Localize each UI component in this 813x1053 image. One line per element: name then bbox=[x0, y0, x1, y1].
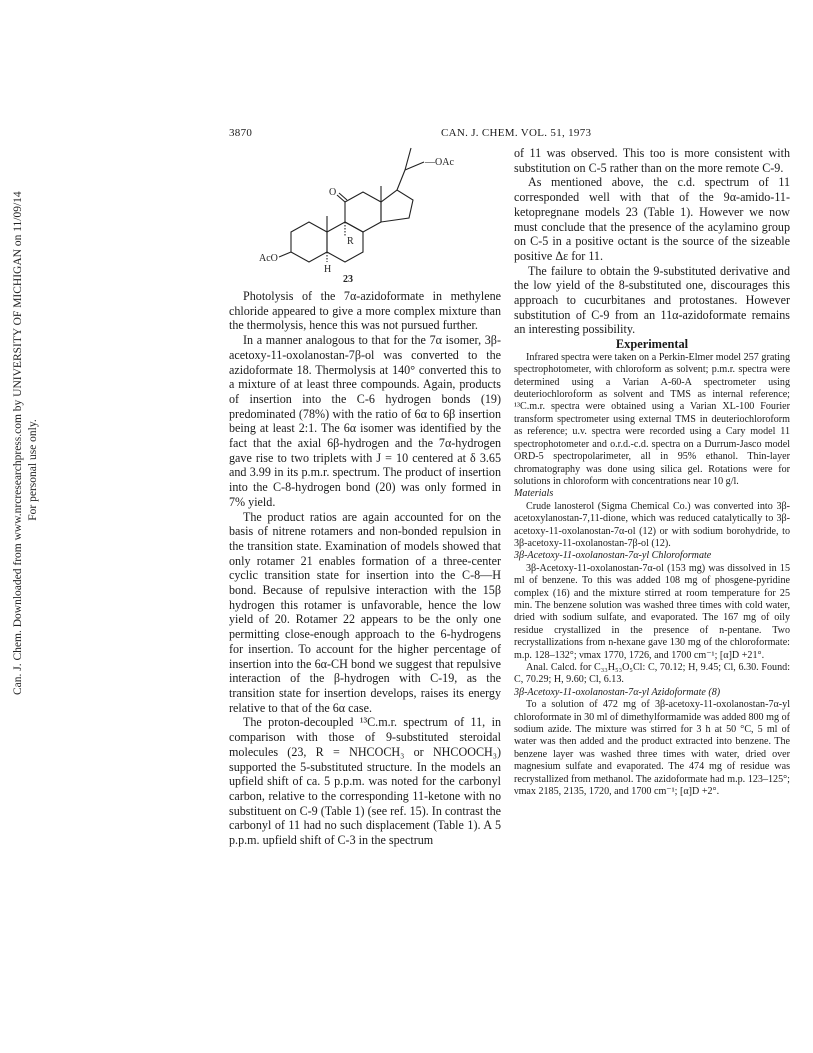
h-label: H bbox=[324, 264, 332, 275]
journal-running-head: CAN. J. CHEM. VOL. 51, 1973 bbox=[441, 127, 592, 139]
watermark-line-2: For personal use only. bbox=[27, 419, 39, 521]
paragraph: of 11 was observed. This too is more consistent with substitution on C-5 rather than on the more remote C-9. bbox=[514, 146, 790, 175]
subsection-heading: 3β-Acetoxy-11-oxolanostan-7α-yl Azidoformate (8) bbox=[514, 686, 721, 698]
paragraph: In a manner analogous to that for the 7α isomer, 3β-acetoxy-11-oxolanostan-7β-ol was converted to the azidoformate 18. Thermolysis at 140° converted this to a mixture of at least three compounds. Again, products of insertion into the C-6 hydrogen bonds (19) predominated (78%) with the ratio of 6α to 6β insertion being at least 2:1. The 6α isomer was identified by the fact that the axial 6β-hydrogen and the 7α-hydrogen gave rise to two triplets with J = 10 centered at δ 3.65 and 3.99 in its p.m.r. spectrum. The product of insertion into the C-8-hydrogen bond (20) was only formed in 7% yield. bbox=[229, 333, 501, 509]
experimental-body bbox=[514, 352, 790, 799]
ring-c bbox=[345, 192, 381, 232]
subsection-heading: 3β-Acetoxy-11-oxolanostan-7α-yl Chloroformate bbox=[514, 550, 712, 562]
paragraph: 3β-Acetoxy-11-oxolanostan-7α-ol (153 mg) was dissolved in 15 ml of benzene. To this was added 108 mg of phosgene-pyridine complex (16) and the mixture stirred at room temperature for 25 min. The benzene solution was washed three times with cold water, dried with sodium sulfate, and evaporated. The 167 mg of oily residue crystallized in the presence of n-pentane. Two recrystallizations from n-hexane gave 130 mg of the chloroformate: m.p. 128–132°; νmax 1770, 1726, and 1700 cm⁻¹; [α]D +21°. bbox=[514, 562, 790, 661]
steroid-structure-23 bbox=[229, 140, 501, 285]
paragraph: Crude lanosterol (Sigma Chemical Co.) was converted into 3β-acetoxylanostan-7,11-dione, which was reduced catalytically to 3β-acetoxy-11-oxolanostan-7α-ol (12) or with sodium borohydride, to 3β-acetoxy-11-oxolanostan-7β-ol (12). bbox=[514, 500, 790, 549]
paragraph: The product ratios are again accounted for on the basis of nitrene rotamers and non-bonded repulsion in the transition state. Examination of models showed that only rotamer 21 enables formation of a three-center cyclic transition state for insertion into the C-8—H bond. Because of repulsive interaction with the 15β hydrogen this rotamer is unfavorable, hence the low yield of 20. Rotamer 22 appears to be the only one permitting close-enough approach to the 6-hydrogens for insertion. To account for the higher percentage of insertion into the 6α-CH bond we suggest that repulsive interaction of the β-hydrogen with C-19, as the transition state for insertion develops, raises its energy relative to that of the 6α case. bbox=[229, 509, 501, 715]
section-heading: Experimental bbox=[615, 337, 689, 352]
subsection-heading: Materials bbox=[514, 488, 554, 500]
right-column bbox=[514, 146, 790, 798]
aco-label: AcO bbox=[259, 253, 278, 264]
paragraph: As mentioned above, the c.d. spectrum of 11 corresponded well with that of the 9α-amido-11-ketopregnane models 23 (Table 1). However we now must conclude that the presence of the acylamino group on C-5 in a positive octant is the source of the sizeable positive Δε for 11. bbox=[514, 175, 790, 263]
oac-label: —OAc bbox=[425, 157, 454, 168]
left-column bbox=[229, 289, 501, 848]
paragraph: To a solution of 472 mg of 3β-acetoxy-11-oxolanostan-7α-yl chloroformate in 30 ml of dimethylformamide was added 800 mg of sodium azide. The mixture was stirred for 3 h at 50 °C, 5 ml of water was then added and the product extracted into benzene. The benzene layer was washed three times with water, dried over magnesium sulfate and evaporated. The 474 mg of residue was recrystallized from methanol. The azidoformate had m.p. 123–125°; νmax 2185, 2135, 1720, and 1700 cm⁻¹; [α]D +2°. bbox=[514, 699, 790, 798]
compound-number: 23 bbox=[343, 274, 353, 285]
paragraph: Photolysis of the 7α-azidoformate in methylene chloride appeared to give a more complex mixture than the thermolysis, hence this was not pursued further. bbox=[229, 289, 501, 333]
r-label: R bbox=[347, 236, 354, 247]
ring-d bbox=[381, 190, 413, 222]
carbonyl-label: O bbox=[329, 187, 337, 198]
paragraph: Anal. Calcd. for C₃₃H₅₃O₅Cl: C, 70.12; H, 9.45; Cl, 6.30. Found: C, 70.29; H, 9.60; Cl, 6.13. bbox=[514, 662, 790, 686]
page-number: 3870 bbox=[229, 127, 253, 139]
paragraph: The failure to obtain the 9-substituted derivative and the low yield of the 8-substituted one, discourages this approach to cucurbitanes and protostanes. However substitution of C-9 from an 11α-azidoformate remains an interesting possibility. bbox=[514, 263, 790, 337]
paragraph: The proton-decoupled ¹³C.m.r. spectrum of 11, in comparison with those of 9-substituted steroidal molecules (23, R = NHCOCH₃ or NHCOOCH₃) supported the 5-substituted structure. In the models an upfield shift of ca. 5 p.p.m. was noted for the carbonyl carbon, relative to the corresponding 11-ketone with no substituent on C-9 (Table 1) (see ref. 15). In contrast the carbonyl of 11 had no such displacement (Table 1). A 5 p.p.m. upfield shift of C-3 in the spectrum bbox=[229, 715, 501, 848]
download-watermark bbox=[6, 191, 46, 700]
watermark-line-1: Can. J. Chem. Downloaded from www.nrcresearchpress.com by UNIVERSITY OF MICHIGAN on 11/09/14 bbox=[12, 191, 24, 695]
ring-a bbox=[291, 222, 327, 262]
paragraph: Infrared spectra were taken on a Perkin-Elmer model 257 grating spectrophotometer, with chloroform as solvent; p.m.r. spectra were determined using a Varian A-60-A spectrometer using deuteriochloroform as solvent and TMS as internal reference; ¹³C.m.r. spectra were obtained using a Varian XL-100 Fourier transform spectrometer using external TMS in deuteriochloroform as reference; u.v. spectra were recorded using a Cary model 11 spectrophotometer and o.r.d.-c.d. spectra on a Durrum-Jasco model ORD-5 spectropolarimeter, all in 95% ethanol. Thin-layer chromatography was done using silica gel. Rotations were for solutions in chloroform with concentrations near 10 g/l. bbox=[514, 351, 790, 487]
